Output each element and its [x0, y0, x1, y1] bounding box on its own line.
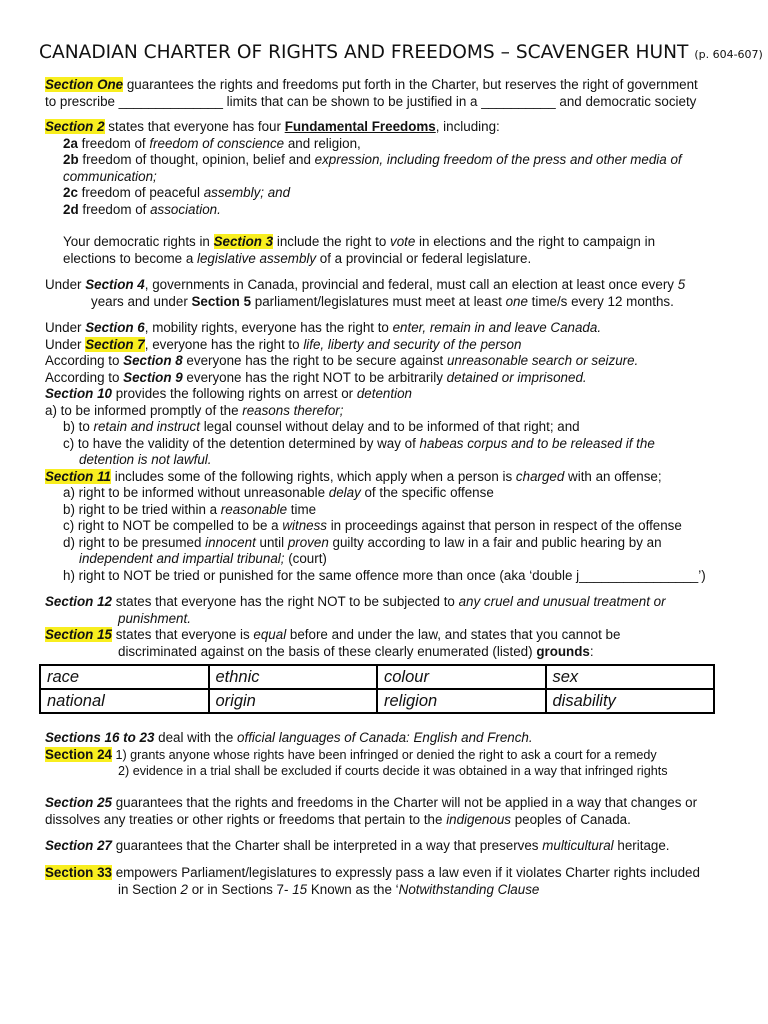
section-11-text: includes some of the following rights, which apply when a person is: [111, 468, 516, 484]
section-7-label: Section 7: [85, 336, 145, 352]
grounds-table: [39, 664, 715, 714]
section-10-b: b) to: [63, 419, 94, 434]
section-11-text-2: with an offense;: [564, 468, 662, 484]
section-2-label: Section 2: [45, 119, 105, 134]
section-11-a: a) right to be informed without unreasonable: [63, 485, 329, 500]
section-24-line-2: 2) evidence in a trial shall be excluded if courts decide it was obtained in a way that infringed rights: [118, 764, 668, 778]
grounds-cell: origin: [209, 689, 378, 713]
section-4-block: [45, 277, 735, 310]
section-16-italic: official languages of Canada: English and French.: [237, 730, 533, 745]
grounds-word: grounds: [536, 643, 590, 659]
section-27-end: heritage.: [613, 838, 670, 853]
section-3-line-2: elections to become a: [63, 250, 197, 266]
item-2a-text-2: and religion,: [284, 135, 361, 151]
grounds-cell: national: [40, 689, 209, 713]
section-10-b-end: legal counsel without delay and to be informed of that right; and: [199, 419, 580, 434]
section-33-mid: or in Sections 7-: [187, 881, 293, 897]
section-3-line-2-end: of a provincial or federal legislature.: [316, 250, 532, 266]
section-2-text: states that everyone has four: [104, 119, 285, 134]
notwithstanding-clause: Notwithstanding Clause: [398, 881, 540, 897]
section-15-label: Section 15: [45, 627, 112, 642]
title-text: CANADIAN CHARTER OF RIGHTS AND FREEDOMS – SCAVENGER HUNT: [39, 42, 689, 63]
section-11-a-end: of the specific offense: [360, 485, 494, 500]
section-24-label: Section 24: [45, 746, 112, 762]
item-2a-text: freedom of: [77, 135, 150, 151]
section-10-text: provides the following rights on arrest or: [111, 386, 357, 401]
section-10-a-italic: reasons therefor;: [242, 402, 344, 418]
section-15-line-2: discriminated against on the basis of these clearly enumerated (listed): [118, 643, 537, 659]
section-10-a: a) to be informed promptly of the: [45, 402, 243, 418]
section-15-colon: :: [589, 643, 594, 659]
item-2d-text: freedom of: [78, 201, 151, 217]
section-6-text: , mobility rights, everyone has the right to: [144, 320, 393, 335]
section-24-line-1: 1) grants anyone whose rights have been infringed or denied the right to ask a court for a remedy: [111, 747, 657, 762]
section-1-block: [45, 77, 735, 110]
section-7-pre: Under: [45, 336, 86, 352]
section-10-c-italic: habeas corpus and to be released if the: [419, 435, 655, 451]
section-1-line-2: to prescribe ______________ limits that can be shown to be justified in a __________ and democratic society: [45, 93, 697, 109]
section-3-line-2-italic: legislative assembly: [197, 250, 317, 266]
section-3-pre: Your democratic rights in: [63, 234, 214, 249]
item-2b-italic: expression, including freedom of the press and other media of: [314, 152, 682, 167]
grounds-cell: disability: [546, 689, 715, 713]
grounds-row: [40, 689, 714, 713]
item-2b-continuation: communication;: [63, 168, 157, 184]
section-4-line-2: years and under: [91, 293, 192, 309]
section-25-label: Section 25: [45, 795, 112, 810]
section-11-c-italic: witness: [282, 518, 327, 533]
section-15-text-2: before and under the law, and states that you cannot be: [286, 627, 621, 642]
section-8-pre: According to: [45, 353, 124, 368]
section-9-italic: detained or imprisoned.: [446, 369, 587, 385]
section-8-text: everyone has the right to be secure against: [182, 353, 447, 368]
section-3-text: include the right to: [273, 234, 391, 249]
section-5-italic: one: [505, 293, 528, 309]
section-11-d-italic: innocent: [205, 534, 256, 550]
item-2a-italic: freedom of conscience: [149, 135, 285, 151]
section-15-text: states that everyone is: [111, 627, 254, 642]
section-10-label: Section 10: [45, 386, 112, 401]
section-33-italic-15: 15: [292, 881, 308, 897]
item-2c-italic: assembly; and: [203, 185, 291, 200]
section-7-italic: life, liberty and security of the person: [303, 336, 522, 352]
grounds-cell: ethnic: [209, 665, 378, 689]
section-33-block: [45, 865, 735, 898]
item-2d: [45, 202, 735, 219]
section-15-italic: equal: [253, 627, 287, 642]
section-27-block: [45, 838, 735, 855]
title-pages: (p. 604-607): [694, 48, 763, 61]
section-11-d-end: guilty according to law in a fair and public hearing by an: [328, 534, 662, 550]
section-9-text: everyone has the right NOT to be arbitrarily: [182, 369, 447, 385]
section-11-c: c) right to NOT be compelled to be a: [63, 518, 283, 533]
item-2c: [45, 185, 735, 202]
section-12-label: Section 12: [45, 594, 112, 609]
item-2a-label: 2a: [63, 135, 78, 151]
section-4-text: , governments in Canada, provincial and federal, must call an election at least once every: [144, 277, 678, 292]
section-25-italic: indigenous: [446, 811, 511, 827]
section-25-text: guarantees that the rights and freedoms in the Charter will not be applied in a way that changes or: [111, 795, 698, 810]
section-4-label: Section 4: [85, 277, 145, 292]
section-11-d-italic-2: proven: [287, 534, 329, 550]
section-33-label: Section 33: [45, 865, 112, 880]
section-3-italic: vote: [390, 234, 416, 249]
sections-12-15-block: [45, 594, 735, 660]
section-33-italic-2: 2: [180, 881, 188, 897]
section-6-pre: Under: [45, 320, 86, 335]
section-7-text: , everyone has the right to: [144, 336, 304, 352]
section-5-label: Section 5: [191, 293, 252, 309]
section-11-a-italic: delay: [328, 485, 361, 500]
section-11-b-italic: reasonable: [220, 501, 288, 517]
section-11-d: d) right to be presumed: [63, 534, 206, 550]
item-2a: [45, 136, 735, 153]
section-4-pre: Under: [45, 277, 86, 292]
item-2b-label: 2b: [63, 152, 79, 167]
section-10-c: c) to have the validity of the detention determined by way of: [63, 435, 420, 451]
item-2b-text: freedom of thought, opinion, belief and: [78, 152, 315, 167]
section-25-line-2: dissolves any treaties or other rights or freedoms that pertain to the: [45, 811, 447, 827]
section-27-italic: multicultural: [542, 838, 614, 853]
section-11-d-continuation: independent and impartial tribunal;: [79, 551, 285, 566]
section-10-b-italic: retain and instruct: [93, 419, 200, 434]
section-11-b-end: time: [287, 501, 317, 517]
section-27-label: Section 27: [45, 838, 112, 853]
section-4-italic: 5: [677, 277, 686, 292]
grounds-cell: colour: [377, 665, 546, 689]
section-11-b: b) right to be tried within a: [63, 501, 221, 517]
section-27-text: guarantees that the Charter shall be interpreted in a way that preserves: [111, 838, 543, 853]
section-6-italic: enter, remain in and leave Canada.: [392, 320, 602, 335]
section-11-italic: charged: [515, 468, 565, 484]
section-1-label: Section One: [45, 77, 124, 92]
section-10-c-continuation: detention is not lawful.: [79, 452, 212, 467]
item-2c-label: 2c: [63, 185, 78, 200]
grounds-cell: race: [40, 665, 209, 689]
section-11-d-court: (court): [284, 551, 327, 566]
section-2-block: [45, 119, 735, 218]
item-2d-label: 2d: [63, 201, 79, 217]
item-2b: [45, 152, 735, 169]
section-9-label: Section 9: [123, 369, 183, 385]
section-8-italic: unreasonable search or seizure.: [446, 353, 639, 368]
page-title: [39, 42, 763, 64]
section-8-label: Section 8: [123, 353, 183, 368]
section-5-text: parliament/legislatures must meet at least: [251, 293, 506, 309]
section-25-end: peoples of Canada.: [510, 811, 631, 827]
grounds-cell: religion: [377, 689, 546, 713]
section-3-block: [45, 234, 735, 267]
section-12-text: states that everyone has the right NOT to be subjected to: [111, 594, 459, 609]
sections-6-11-block: [45, 320, 735, 584]
sections-16-24-block: [45, 730, 735, 780]
section-6-label: Section 6: [85, 320, 145, 335]
section-10-italic: detention: [356, 386, 412, 401]
section-11-d-mid: until: [255, 534, 288, 550]
section-9-pre: According to: [45, 369, 124, 385]
section-11-h: h) right to NOT be tried or punished for the same offence more than once (aka ‘double j________________’): [63, 567, 706, 583]
grounds-cell: sex: [546, 665, 715, 689]
section-33-text: empowers Parliament/legislatures to expressly pass a law even if it violates Charter rights included: [111, 865, 700, 880]
section-1-line-1: guarantees the rights and freedoms put forth in the Charter, but reserves the right of government: [123, 77, 698, 92]
grounds-row: [40, 665, 714, 689]
section-2-post: , including:: [435, 119, 500, 134]
section-16-label: Sections 16 to 23: [45, 730, 155, 745]
section-12-italic: any cruel and unusual treatment or: [458, 594, 666, 609]
section-5-end: time/s every 12 months.: [527, 293, 674, 309]
section-25-block: [45, 795, 735, 828]
section-11-c-end: in proceedings against that person in respect of the offense: [326, 518, 682, 533]
section-3-label: Section 3: [213, 234, 274, 249]
section-12-continuation: punishment.: [118, 610, 191, 626]
section-33-line-2: in Section: [118, 881, 181, 897]
section-16-text: deal with the: [154, 730, 238, 745]
section-11-label: Section 11: [45, 468, 111, 484]
fundamental-freedoms-heading: Fundamental Freedoms: [284, 119, 436, 134]
item-2d-italic: association.: [150, 201, 221, 217]
section-3-text-2: in elections and the right to campaign in: [415, 234, 656, 249]
item-2c-text: freedom of peaceful: [77, 185, 204, 200]
section-33-known-as: Known as the ‘: [307, 881, 399, 897]
